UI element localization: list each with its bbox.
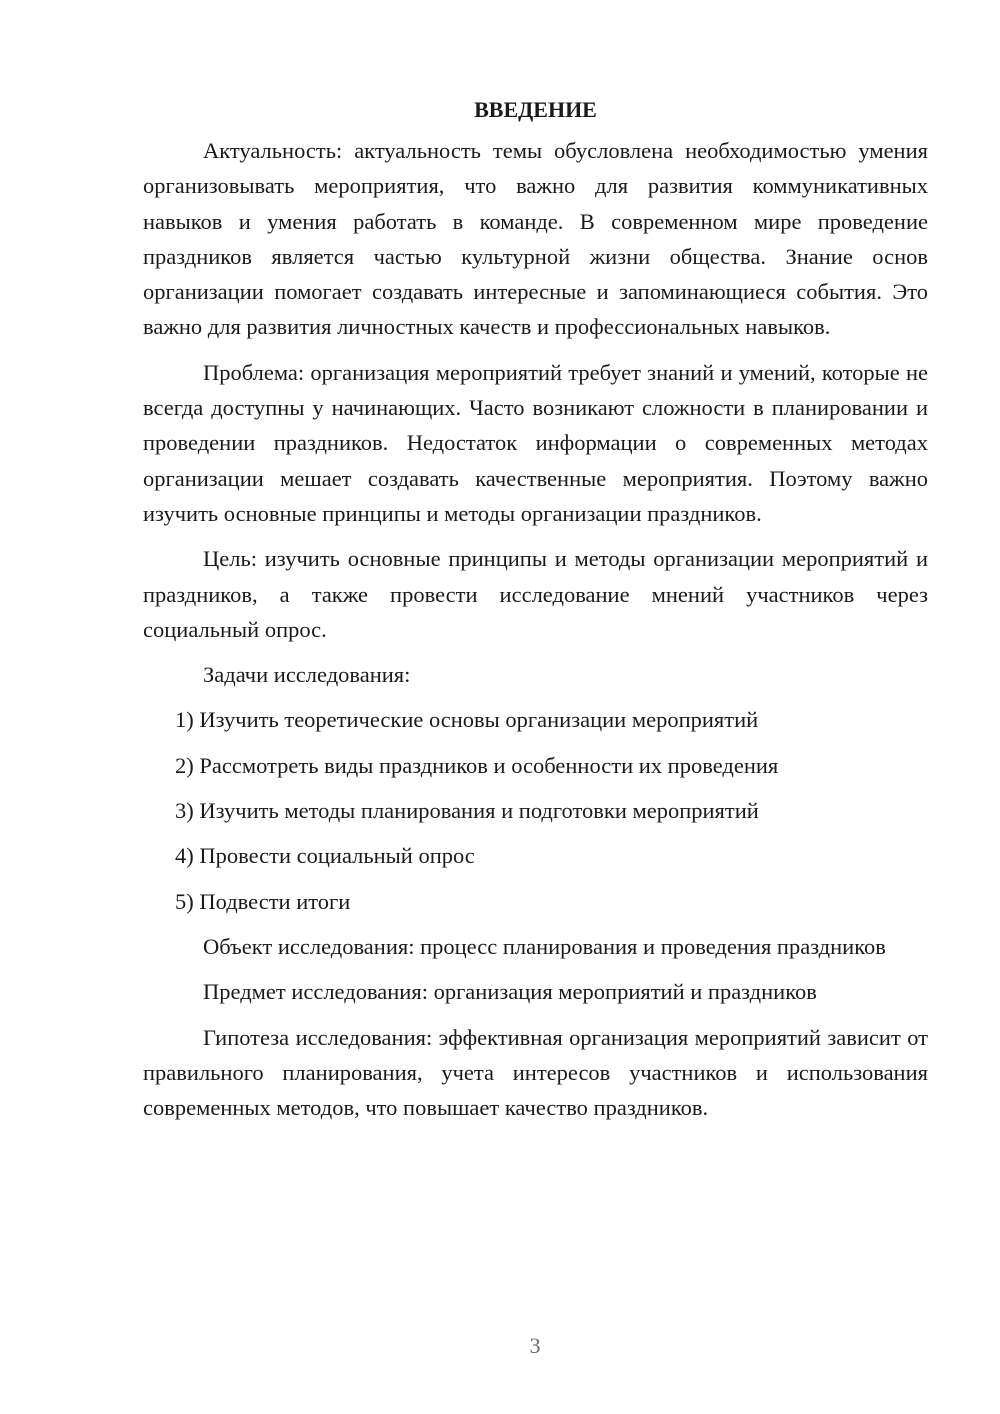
page-number: 3 bbox=[529, 1333, 541, 1358]
page-title: ВВЕДЕНИЕ bbox=[474, 97, 597, 122]
tasks-heading: Задачи исследования: bbox=[203, 662, 411, 688]
list-item: 1) Изучить теоретические основы организации мероприятий bbox=[175, 707, 759, 733]
hypothesis-paragraph: Гипотеза исследования: эффективная организация мероприятий зависит от правильного планирования, учета интересов участников и использования современных методов, что повышает качество праздников. bbox=[143, 1024, 928, 1121]
list-item: 5) Подвести итоги bbox=[175, 888, 351, 914]
object-paragraph: Объект исследования: процесс планирования и проведения праздников bbox=[203, 933, 886, 959]
list-item: 2) Рассмотреть виды праздников и особенности их проведения bbox=[175, 752, 779, 778]
list-item: 3) Изучить методы планирования и подготовки мероприятий bbox=[175, 798, 759, 824]
tasks-list bbox=[143, 702, 928, 918]
page-body bbox=[143, 92, 928, 1135]
relevance-paragraph: Актуальность: актуальность темы обусловлена необходимостью умения организовывать мероприятия, что важно для развития коммуникативных навыков и умения работать в команде. В современном мире проведение праздников является частью культурной жизни общества. Знание основ организации помогает создавать интересные и запоминающиеся события. Это важно для развития личностных качеств и профессиональных навыков. bbox=[143, 138, 928, 340]
problem-paragraph: Проблема: организация мероприятий требует знаний и умений, которые не всегда доступны у начинающих. Часто возникают сложности в планировании и проведении праздников. Недостаток информации о современных методах организации мешает создавать качественные мероприятия. Поэтому важно изучить основные принципы и методы организации праздников. bbox=[143, 359, 928, 526]
goal-paragraph: Цель: изучить основные принципы и методы организации мероприятий и праздников, а также провести исследование мнений участников через социальный опрос. bbox=[143, 546, 928, 642]
subject-paragraph: Предмет исследования: организация мероприятий и праздников bbox=[203, 979, 817, 1005]
list-item: 4) Провести социальный опрос bbox=[175, 843, 475, 869]
